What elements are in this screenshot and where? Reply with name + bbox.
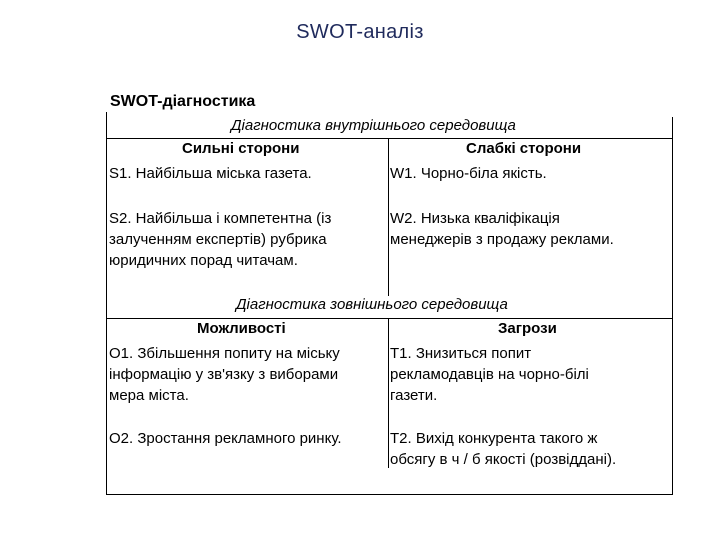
external-column-divider	[388, 318, 389, 468]
weakness-item-w2	[390, 208, 614, 250]
cell-line: O2. Зростання рекламного ринку.	[109, 430, 342, 447]
external-header-rule	[106, 318, 673, 319]
weakness-item-w1	[390, 163, 547, 184]
external-section-title: Діагностика зовнішнього середовища	[236, 296, 508, 313]
cell-line: юридичних порад читачам.	[109, 252, 298, 269]
slide-title: SWOT-аналіз	[296, 21, 424, 43]
strength-item-s2	[109, 208, 331, 271]
cell-line: O1. Збільшення попиту на міську	[109, 345, 340, 362]
cell-line: мера міста.	[109, 387, 189, 404]
swot-title: SWOT-діагностика	[110, 93, 256, 110]
cell-line: обсягу в ч / б якості (розвіддані).	[390, 451, 617, 468]
cell-line: інформацію у зв'язку з виборами	[109, 366, 339, 383]
cell-line: рекламодавців на чорно-білі	[390, 366, 589, 383]
opportunities-header: Можливості	[197, 320, 286, 337]
cell-line: залученням експертів) рубрика	[109, 231, 327, 248]
strengths-header: Сильні сторони	[182, 140, 300, 157]
threat-item-t1	[390, 343, 589, 406]
threats-header: Загрози	[498, 320, 557, 337]
table-bottom-border	[106, 494, 673, 495]
cell-line: S1. Найбільша міська газета.	[109, 165, 312, 182]
weaknesses-header: Слабкі сторони	[466, 140, 582, 157]
table-left-border	[106, 112, 107, 495]
cell-line: W1. Чорно-біла якість.	[390, 165, 547, 182]
opportunity-item-o2	[109, 428, 342, 449]
cell-line: S2. Найбільша і компетентна (із	[109, 210, 332, 227]
internal-column-divider	[388, 138, 389, 296]
strength-item-s1	[109, 163, 312, 184]
cell-line: T1. Знизиться попит	[390, 345, 532, 362]
opportunity-item-o1	[109, 343, 340, 406]
cell-line: менеджерів з продажу реклами.	[390, 231, 614, 248]
cell-line: W2. Низька кваліфікація	[390, 210, 560, 227]
internal-header-rule	[106, 138, 673, 139]
cell-line: газети.	[390, 387, 438, 404]
table-right-border	[672, 117, 673, 495]
threat-item-t2	[390, 428, 616, 470]
internal-section-title: Діагностика внутрішнього середовища	[231, 117, 516, 134]
cell-line: T2. Вихід конкурента такого ж	[390, 430, 598, 447]
